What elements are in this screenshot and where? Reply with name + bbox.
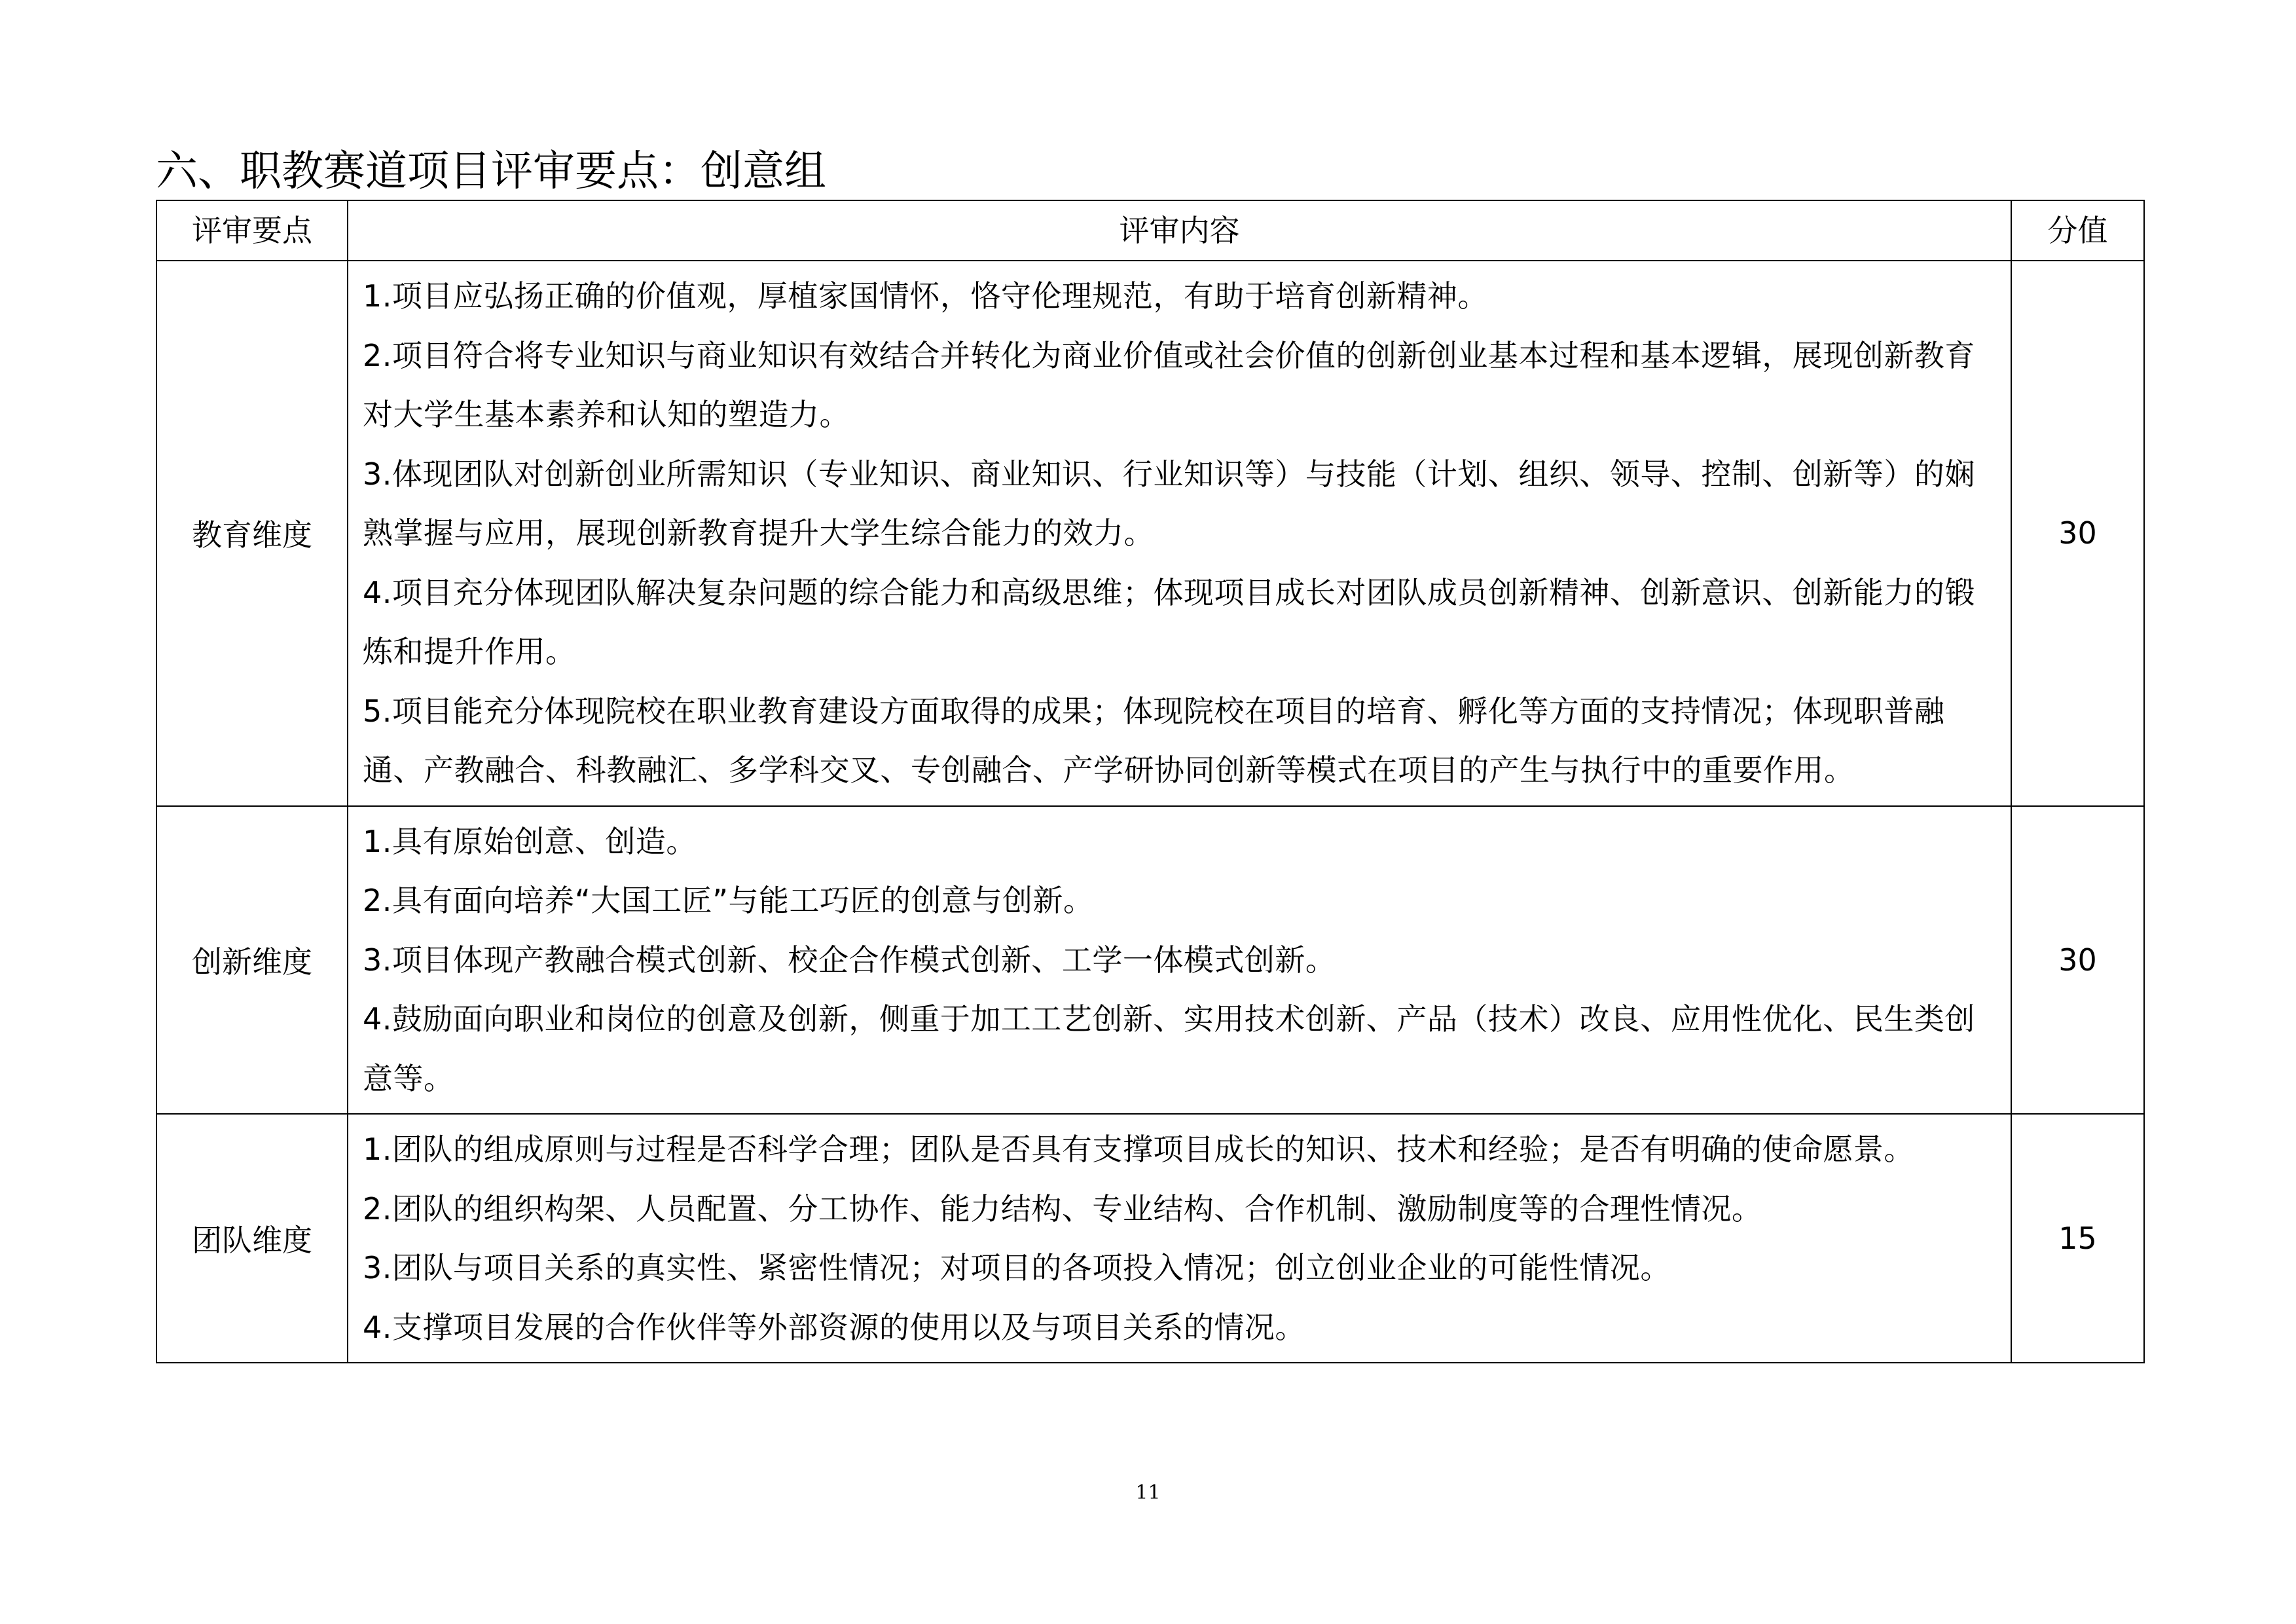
score-cell: 15: [2011, 1114, 2144, 1363]
list-item: 2.项目符合将专业知识与商业知识有效结合并转化为商业价值或社会价值的创新创业基本过程和基本逻辑，展现创新教育对大学生基本素养和认知的塑造力。: [363, 337, 1975, 432]
list-item: 3.体现团队对创新创业所需知识（专业知识、商业知识、行业知识等）与技能（计划、组织、领导、控制、创新等）的娴熟掌握与应用，展现创新教育提升大学生综合能力的效力。: [363, 456, 1975, 551]
header-content: 评审内容: [348, 200, 2011, 261]
table-row: [156, 1114, 2144, 1363]
content-cell: [348, 261, 2011, 806]
list-item: 4.项目充分体现团队解决复杂问题的综合能力和高级思维；体现项目成长对团队成员创新精神、创新意识、创新能力的锻炼和提升作用。: [363, 574, 1975, 669]
list-item: 1.具有原始创意、创造。: [363, 823, 697, 859]
table-body: [156, 261, 2144, 1363]
dimension-cell: 创新维度: [156, 806, 348, 1115]
content-cell: [348, 806, 2011, 1115]
list-item: 4.鼓励面向职业和岗位的创意及创新，侧重于加工工艺创新、实用技术创新、产品（技术）改良、应用性优化、民生类创意等。: [363, 1001, 1975, 1096]
score-cell: 30: [2011, 806, 2144, 1115]
header-row: [156, 200, 2144, 261]
table-row: [156, 261, 2144, 806]
dimension-cell: 教育维度: [156, 261, 348, 806]
header-dimension: 评审要点: [156, 200, 348, 261]
list-item: 3.项目体现产教融合模式创新、校企合作模式创新、工学一体模式创新。: [363, 942, 1336, 978]
content-cell: [348, 1114, 2011, 1363]
header-score: 分值: [2011, 200, 2144, 261]
list-item: 4.支撑项目发展的合作伙伴等外部资源的使用以及与项目关系的情况。: [363, 1309, 1305, 1345]
list-item: 1.团队的组成原则与过程是否科学合理；团队是否具有支撑项目成长的知识、技术和经验；是否有明确的使命愿景。: [363, 1132, 1914, 1167]
list-item: 2.团队的组织构架、人员配置、分工协作、能力结构、专业结构、合作机制、激励制度等的合理性情况。: [363, 1190, 1762, 1227]
table-row: [156, 806, 2144, 1115]
list-item: 1.项目应弘扬正确的价值观，厚植家国情怀，恪守伦理规范，有助于培育创新精神。: [363, 278, 1488, 314]
score-cell: 30: [2011, 261, 2144, 806]
list-item: 2.具有面向培养“大国工匠”与能工巧匠的创意与创新。: [363, 883, 1094, 918]
list-item: 3.团队与项目关系的真实性、紧密性情况；对项目的各项投入情况；创立创业企业的可能性情况。: [363, 1250, 1671, 1285]
review-criteria-table: [156, 200, 2145, 1363]
page-title: 六、职教赛道项目评审要点：创意组: [156, 147, 826, 196]
dimension-cell: 团队维度: [156, 1114, 348, 1363]
table-header: [156, 200, 2144, 261]
list-item: 5.项目能充分体现院校在职业教育建设方面取得的成果；体现院校在项目的培育、孵化等方面的支持情况；体现职普融通、产教融合、科教融汇、多学科交叉、专创融合、产学研协同创新等模式在项目的产生与执行中的重要作用。: [363, 693, 1945, 788]
page-number: 11: [1135, 1481, 1161, 1504]
